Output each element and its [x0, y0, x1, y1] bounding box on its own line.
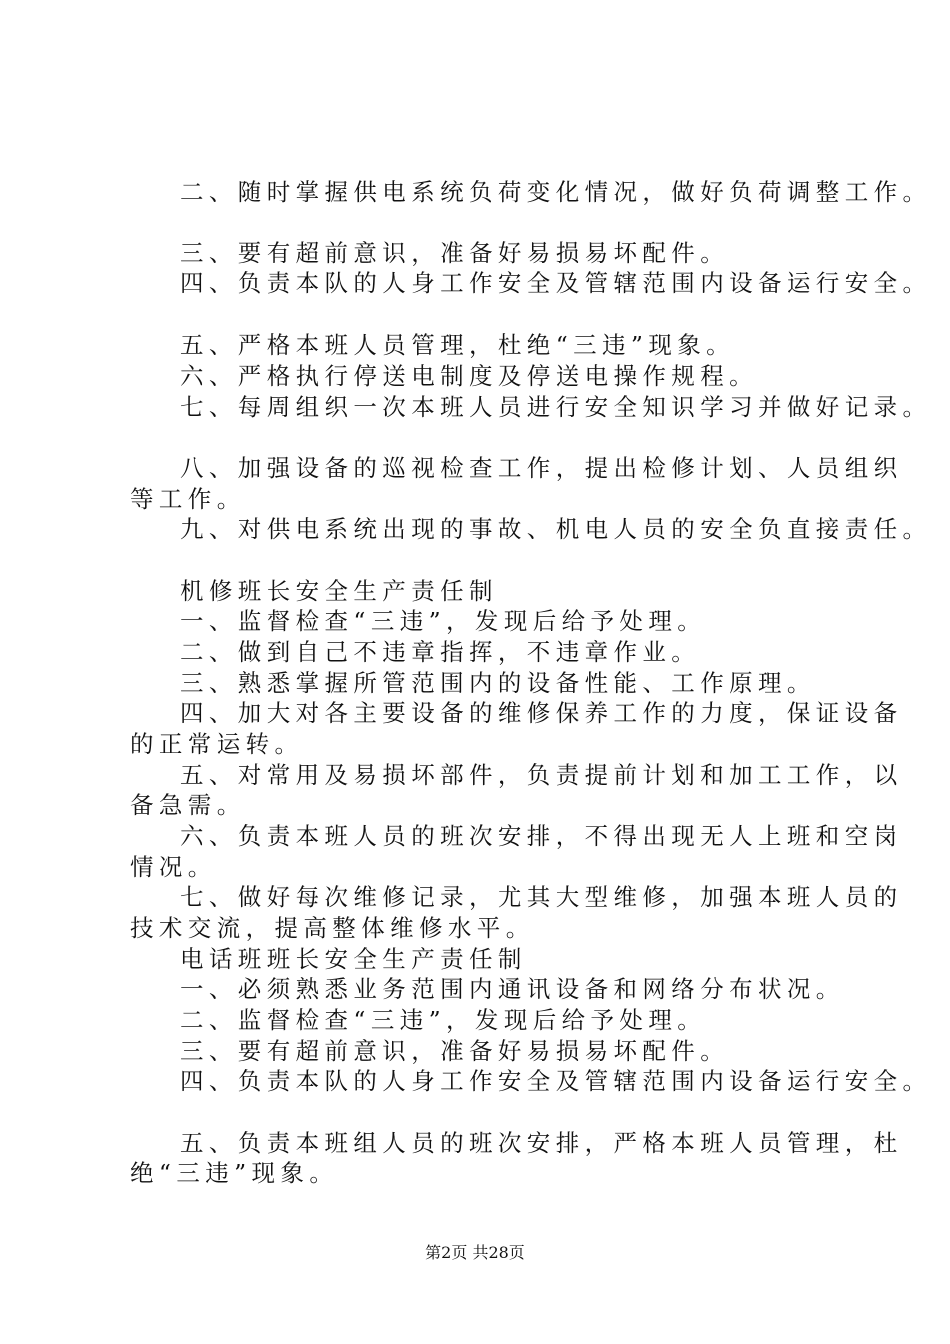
section-heading: 电话班班长安全生产责任制 [180, 945, 527, 973]
paragraph-line: 六、严格执行停送电制度及停送电操作规程。 [180, 362, 758, 390]
paragraph-line: 七、每周组织一次本班人员进行安全知识学习并做好记录。 [180, 393, 932, 421]
section-heading: 机修班长安全生产责任制 [180, 577, 498, 605]
paragraph-line: 四、负责本队的人身工作安全及管辖范围内设备运行安全。 [180, 1067, 932, 1095]
paragraph-line: 三、要有超前意识，准备好易损易坏配件。 [180, 239, 730, 267]
paragraph-line: 三、要有超前意识，准备好易损易坏配件。 [180, 1037, 730, 1065]
page-number: 第2页 共28页 [425, 1243, 525, 1262]
paragraph-line: 二、随时掌握供电系统负荷变化情况，做好负荷调整工作。 [180, 178, 932, 206]
paragraph-line: 备急需。 [130, 791, 246, 819]
paragraph-line: 六、负责本班人员的班次安排，不得出现无人上班和空岗 [180, 822, 903, 850]
paragraph-line: 五、对常用及易损坏部件，负责提前计划和加工工作，以 [180, 761, 903, 789]
paragraph-line: 四、负责本队的人身工作安全及管辖范围内设备运行安全。 [180, 269, 932, 297]
paragraph-line: 等工作。 [130, 485, 246, 513]
paragraph-line: 五、严格本班人员管理，杜绝“三违”现象。 [180, 331, 736, 359]
paragraph-line: 八、加强设备的巡视检查工作，提出检修计划、人员组织 [180, 454, 903, 482]
paragraph-line: 的正常运转。 [130, 730, 304, 758]
paragraph-line: 技术交流，提高整体维修水平。 [130, 914, 535, 942]
paragraph-line: 七、做好每次维修记录，尤其大型维修，加强本班人员的 [180, 883, 903, 911]
paragraph-line: 二、监督检查“三违”，发现后给予处理。 [180, 1006, 707, 1034]
paragraph-line: 五、负责本班组人员的班次安排，严格本班人员管理，杜 [180, 1129, 903, 1157]
paragraph-line: 四、加大对各主要设备的维修保养工作的力度，保证设备 [180, 699, 903, 727]
paragraph-line: 一、必须熟悉业务范围内通讯设备和网络分布状况。 [180, 975, 845, 1003]
paragraph-line: 三、熟悉掌握所管范围内的设备性能、工作原理。 [180, 669, 816, 697]
paragraph-line: 一、监督检查“三违”，发现后给予处理。 [180, 607, 707, 635]
paragraph-line: 绝“三违”现象。 [130, 1159, 339, 1187]
paragraph-line: 情况。 [130, 853, 217, 881]
paragraph-line: 九、对供电系统出现的事故、机电人员的安全负直接责任。 [180, 515, 932, 543]
paragraph-line: 二、做到自己不违章指挥，不违章作业。 [180, 638, 701, 666]
